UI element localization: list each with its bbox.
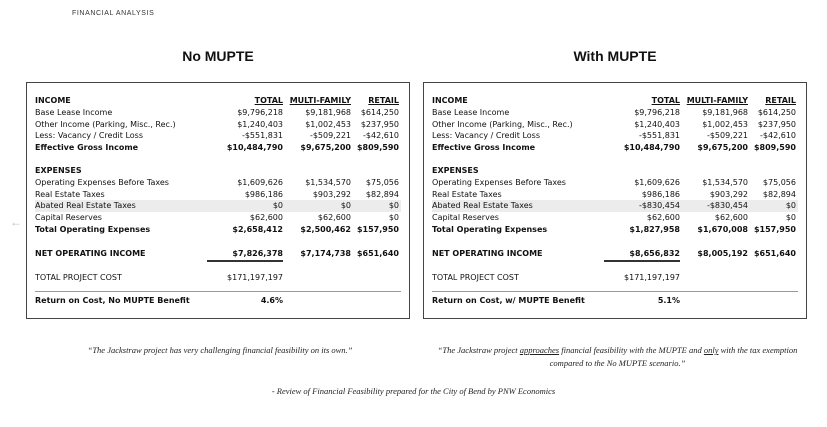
row-label: Effective Gross Income [35, 143, 139, 153]
row-label: Capital Reserves [432, 213, 499, 223]
cell-retail: $0 [388, 201, 399, 211]
total-operating-expenses-row [432, 224, 798, 236]
table-row [432, 212, 798, 224]
cell-multi-family: $1,002,453 [305, 119, 351, 129]
cell-retail: $0 [388, 213, 399, 223]
col-multi-family-header: MULTI-FAMILY [686, 96, 748, 105]
net-operating-income-row [432, 248, 798, 260]
cell-retail: $237,950 [360, 119, 399, 129]
cell-total: -$551,831 [638, 131, 680, 141]
divider [432, 291, 798, 292]
col-total-header: TOTAL [651, 96, 680, 105]
divider [35, 291, 401, 292]
with-mupte-quote [425, 344, 810, 369]
cell-multi-family: -$830,454 [706, 201, 748, 211]
with-mupte-title: With MUPTE [573, 48, 657, 64]
return-on-cost-value: 5.1% [657, 296, 680, 306]
cell-total: $62,600 [646, 213, 680, 223]
income-header-row [432, 95, 798, 107]
cell-total: $0 [272, 201, 283, 211]
expenses-heading: EXPENSES [432, 165, 479, 175]
cell-total: $1,240,403 [237, 119, 283, 129]
no-mupte-quote: “The Jackstraw project has very challenging financial feasibility on its own.” [87, 345, 353, 355]
row-label: Abated Real Estate Taxes [35, 201, 136, 211]
cell-multi-family: $9,675,200 [697, 143, 748, 153]
row-label: Less: Vacancy / Credit Loss [432, 131, 540, 141]
cell-multi-family: $8,005,192 [697, 248, 748, 258]
cell-total: $986,186 [244, 189, 283, 199]
row-label: Operating Expenses Before Taxes [432, 177, 566, 187]
with-mupte-table-panel [423, 82, 807, 319]
quote-text: financial feasibility with the MUPTE and [559, 345, 704, 355]
cell-multi-family: $9,181,968 [305, 107, 351, 117]
cell-total: $171,197,197 [227, 272, 283, 282]
row-label: Return on Cost, w/ MUPTE Benefit [432, 296, 585, 306]
effective-gross-income-row [432, 142, 798, 154]
return-on-cost-row [432, 295, 798, 307]
row-label: Real Estate Taxes [35, 189, 105, 199]
cell-total: -$551,831 [241, 131, 283, 141]
cell-retail: $82,894 [365, 189, 399, 199]
row-label: Effective Gross Income [432, 143, 536, 153]
cell-total: $2,658,412 [232, 224, 283, 234]
col-retail-header: RETAIL [368, 96, 399, 105]
cell-total: -$830,454 [638, 201, 680, 211]
cell-multi-family: $1,534,570 [305, 177, 351, 187]
cell-retail: $651,640 [753, 248, 796, 258]
table-row [35, 107, 401, 119]
table-row [35, 212, 401, 224]
cell-total: $10,484,790 [623, 143, 680, 153]
cell-retail: $614,250 [360, 107, 399, 117]
cell-total: $1,240,403 [634, 119, 680, 129]
cell-multi-family: $2,500,462 [300, 224, 351, 234]
cell-total: $1,827,958 [629, 224, 680, 234]
table-row [432, 177, 798, 189]
quote-emphasis: approaches [519, 345, 560, 355]
quote-text: with the tax exemption compared to the No MUPTE scenario.” [549, 345, 798, 368]
row-label: Real Estate Taxes [432, 189, 502, 199]
table-row [35, 119, 401, 131]
cell-retail: -$42,610 [363, 131, 399, 141]
total-project-cost-row [35, 272, 401, 284]
cell-multi-family: -$509,221 [706, 131, 748, 141]
cell-retail: $157,950 [356, 224, 399, 234]
cell-multi-family: $62,600 [714, 213, 748, 223]
left-arrow-icon[interactable]: ← [10, 215, 22, 229]
cell-retail: $75,056 [365, 177, 399, 187]
source-citation: - Review of Financial Feasibility prepared for the City of Bend by PNW Economics [271, 386, 556, 396]
col-multi-family-header: MULTI-FAMILY [289, 96, 351, 105]
table-row [432, 119, 798, 131]
income-heading: INCOME [432, 96, 468, 105]
cell-retail: $157,950 [753, 224, 796, 234]
cell-total: $10,484,790 [226, 143, 283, 153]
net-operating-income-row [35, 248, 401, 260]
row-label: Abated Real Estate Taxes [432, 201, 533, 211]
cell-multi-family: $1,670,008 [697, 224, 748, 234]
table-row [432, 130, 798, 142]
cell-retail: $809,590 [753, 143, 796, 153]
cell-total: $9,796,218 [237, 107, 283, 117]
row-label: Less: Vacancy / Credit Loss [35, 131, 143, 141]
col-retail-header: RETAIL [765, 96, 796, 105]
cell-total: $986,186 [641, 189, 680, 199]
cell-retail: $82,894 [762, 189, 796, 199]
row-label: Return on Cost, No MUPTE Benefit [35, 296, 190, 306]
cell-multi-family: $9,181,968 [702, 107, 748, 117]
expenses-header-row [432, 165, 798, 177]
effective-gross-income-row [35, 142, 401, 154]
return-on-cost-row [35, 295, 401, 307]
cell-retail: -$42,610 [760, 131, 796, 141]
cell-retail: $75,056 [762, 177, 796, 187]
row-label: NET OPERATING INCOME [35, 248, 146, 258]
row-label: Base Lease Income [35, 107, 113, 117]
no-mupte-table-panel [26, 82, 410, 319]
row-label: Total Operating Expenses [35, 224, 151, 234]
abated-taxes-row [35, 200, 401, 212]
table-row [35, 177, 401, 189]
cell-multi-family: $7,174,738 [300, 248, 351, 258]
income-header-row [35, 95, 401, 107]
expenses-header-row [35, 165, 401, 177]
cell-total: $8,656,832 [604, 248, 680, 262]
row-label: TOTAL PROJECT COST [432, 272, 519, 282]
cell-multi-family: $62,600 [317, 213, 351, 223]
cell-multi-family: $1,534,570 [702, 177, 748, 187]
row-label: TOTAL PROJECT COST [35, 272, 122, 282]
table-row [35, 189, 401, 201]
table-row [432, 189, 798, 201]
total-operating-expenses-row [35, 224, 401, 236]
row-label: Base Lease Income [432, 107, 510, 117]
cell-total: $1,609,626 [237, 177, 283, 187]
cell-multi-family: -$509,221 [309, 131, 351, 141]
quote-text: “The Jackstraw project [437, 345, 520, 355]
total-project-cost-row [432, 272, 798, 284]
cell-retail: $614,250 [757, 107, 796, 117]
col-total-header: TOTAL [254, 96, 283, 105]
row-label: Capital Reserves [35, 213, 102, 223]
pro-forma-table [432, 95, 798, 307]
cell-retail: $237,950 [757, 119, 796, 129]
cell-total: $62,600 [249, 213, 283, 223]
row-label: Total Operating Expenses [432, 224, 548, 234]
return-on-cost-value: 4.6% [260, 296, 283, 306]
cell-multi-family: $1,002,453 [702, 119, 748, 129]
row-label: Operating Expenses Before Taxes [35, 177, 169, 187]
table-row [35, 130, 401, 142]
cell-multi-family: $9,675,200 [300, 143, 351, 153]
quote-emphasis: only [703, 345, 719, 355]
abated-taxes-row [432, 200, 798, 212]
cell-total: $7,826,378 [207, 248, 283, 262]
table-row [432, 107, 798, 119]
cell-retail: $0 [785, 201, 796, 211]
cell-retail: $0 [785, 213, 796, 223]
cell-total: $1,609,626 [634, 177, 680, 187]
no-mupte-title: No MUPTE [182, 48, 254, 64]
expenses-heading: EXPENSES [35, 165, 82, 175]
cell-total: $171,197,197 [624, 272, 680, 282]
cell-retail: $809,590 [356, 143, 399, 153]
row-label: Other Income (Parking, Misc., Rec.) [35, 119, 176, 129]
cell-multi-family: $903,292 [709, 189, 748, 199]
row-label: Other Income (Parking, Misc., Rec.) [432, 119, 573, 129]
cell-total: $9,796,218 [634, 107, 680, 117]
cell-multi-family: $0 [340, 201, 351, 211]
income-heading: INCOME [35, 96, 71, 105]
section-eyebrow: FINANCIAL ANALYSIS [72, 10, 155, 17]
pro-forma-table [35, 95, 401, 307]
cell-multi-family: $903,292 [312, 189, 351, 199]
cell-retail: $651,640 [356, 248, 399, 258]
row-label: NET OPERATING INCOME [432, 248, 543, 258]
